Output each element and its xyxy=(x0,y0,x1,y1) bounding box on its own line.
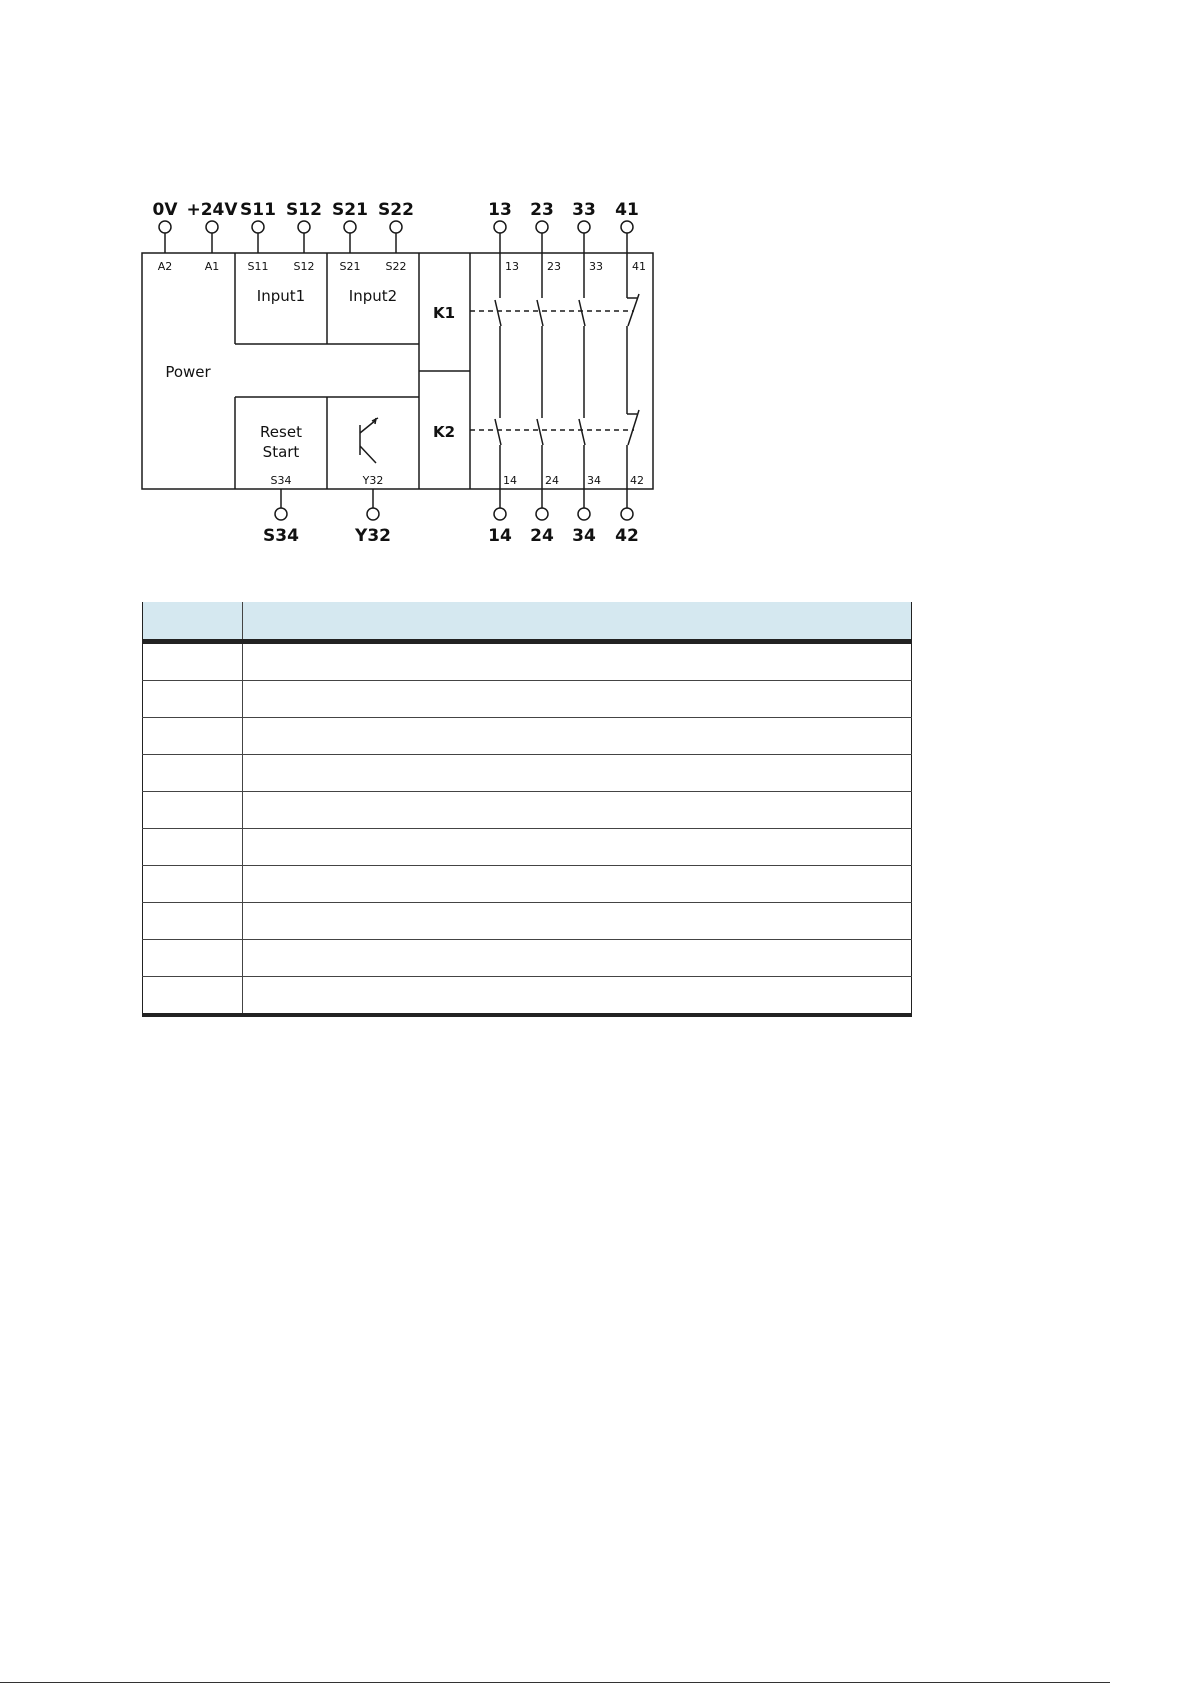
table-header-row xyxy=(143,602,912,642)
table-row xyxy=(143,977,912,1016)
top-terminal-label: 41 xyxy=(615,200,639,220)
table-cell xyxy=(243,866,912,903)
top-terminal-label: 0V xyxy=(152,200,178,220)
inner-top-label: S12 xyxy=(293,260,315,273)
wiring-diagram xyxy=(0,0,1192,560)
top-terminal-label: S22 xyxy=(378,200,414,220)
terminal-circle xyxy=(367,508,379,520)
reset-label: Reset xyxy=(260,423,302,441)
inner-bottom-label: 34 xyxy=(587,474,601,487)
top-terminal-label: S11 xyxy=(240,200,276,220)
terminal-circle xyxy=(536,221,548,233)
inner-top-label: A1 xyxy=(204,260,220,273)
bottom-terminal-label: 24 xyxy=(530,526,554,546)
terminal-circle xyxy=(159,221,171,233)
input2-label: Input2 xyxy=(348,287,398,305)
column-header xyxy=(243,602,912,642)
table-cell xyxy=(243,940,912,977)
table-cell xyxy=(143,755,243,792)
table-cell xyxy=(143,940,243,977)
table-cell xyxy=(143,681,243,718)
terminal-circle xyxy=(621,508,633,520)
top-terminal-label: 33 xyxy=(572,200,596,220)
top-terminal-label: S12 xyxy=(286,200,322,220)
input1-label: Input1 xyxy=(256,287,306,305)
table-cell xyxy=(243,977,912,1016)
bottom-terminal-label: 42 xyxy=(615,526,639,546)
table-row xyxy=(143,829,912,866)
inner-top-label: 23 xyxy=(547,260,561,273)
inner-top-label: S22 xyxy=(385,260,407,273)
table-cell xyxy=(143,829,243,866)
start-label: Start xyxy=(262,443,300,461)
inner-top-label: 33 xyxy=(589,260,603,273)
inner-bottom-label: S34 xyxy=(270,474,292,487)
inner-top-label: 41 xyxy=(632,260,646,273)
bottom-terminals xyxy=(275,489,633,520)
table-row xyxy=(143,755,912,792)
inner-top-label: S11 xyxy=(247,260,269,273)
module-outline xyxy=(142,253,653,489)
bottom-terminal-label: S34 xyxy=(263,526,299,546)
terminal-circle xyxy=(494,508,506,520)
table-row xyxy=(143,642,912,681)
table-cell xyxy=(243,681,912,718)
table-cell xyxy=(243,792,912,829)
bottom-terminal-label: Y32 xyxy=(355,526,391,546)
table-cell xyxy=(243,829,912,866)
table-cell xyxy=(243,903,912,940)
table-row xyxy=(143,903,912,940)
page-bottom-rule xyxy=(0,1682,1110,1683)
table-cell xyxy=(243,718,912,755)
terminal-circle xyxy=(252,221,264,233)
inner-top-label: 13 xyxy=(505,260,519,273)
top-terminal-label: S21 xyxy=(332,200,368,220)
terminal-table xyxy=(142,602,912,1017)
terminal-circle xyxy=(206,221,218,233)
table-cell xyxy=(143,718,243,755)
table-cell xyxy=(143,866,243,903)
inner-top-label: S21 xyxy=(339,260,361,273)
terminal-circle xyxy=(298,221,310,233)
table-cell xyxy=(143,792,243,829)
table-cell xyxy=(143,977,243,1016)
bottom-terminal-label: 34 xyxy=(572,526,596,546)
bottom-terminal-label: 14 xyxy=(488,526,512,546)
top-terminal-label: +24V xyxy=(186,200,238,220)
terminal-circle xyxy=(578,221,590,233)
table-cell xyxy=(143,903,243,940)
terminal-circle xyxy=(578,508,590,520)
top-terminal-label: 13 xyxy=(488,200,512,220)
inner-bottom-label: Y32 xyxy=(362,474,384,487)
transistor-icon xyxy=(360,418,378,463)
terminal-circle xyxy=(390,221,402,233)
table-row xyxy=(143,681,912,718)
table-row xyxy=(143,718,912,755)
k1-label: K1 xyxy=(432,304,456,322)
top-terminal-label: 23 xyxy=(530,200,554,220)
column-header xyxy=(143,602,243,642)
terminal-circle xyxy=(494,221,506,233)
table-cell xyxy=(143,642,243,681)
inner-bottom-label: 24 xyxy=(545,474,559,487)
table-cell xyxy=(243,642,912,681)
power-label: Power xyxy=(165,363,211,381)
inner-bottom-label: 14 xyxy=(503,474,517,487)
table-cell xyxy=(243,755,912,792)
table-row xyxy=(143,792,912,829)
k2-label: K2 xyxy=(432,423,456,441)
terminal-circle xyxy=(275,508,287,520)
inner-bottom-label: 42 xyxy=(630,474,644,487)
table-row xyxy=(143,940,912,977)
terminal-circle xyxy=(536,508,548,520)
terminal-circle xyxy=(344,221,356,233)
terminal-circle xyxy=(621,221,633,233)
table-row xyxy=(143,866,912,903)
inner-top-label: A2 xyxy=(157,260,173,273)
